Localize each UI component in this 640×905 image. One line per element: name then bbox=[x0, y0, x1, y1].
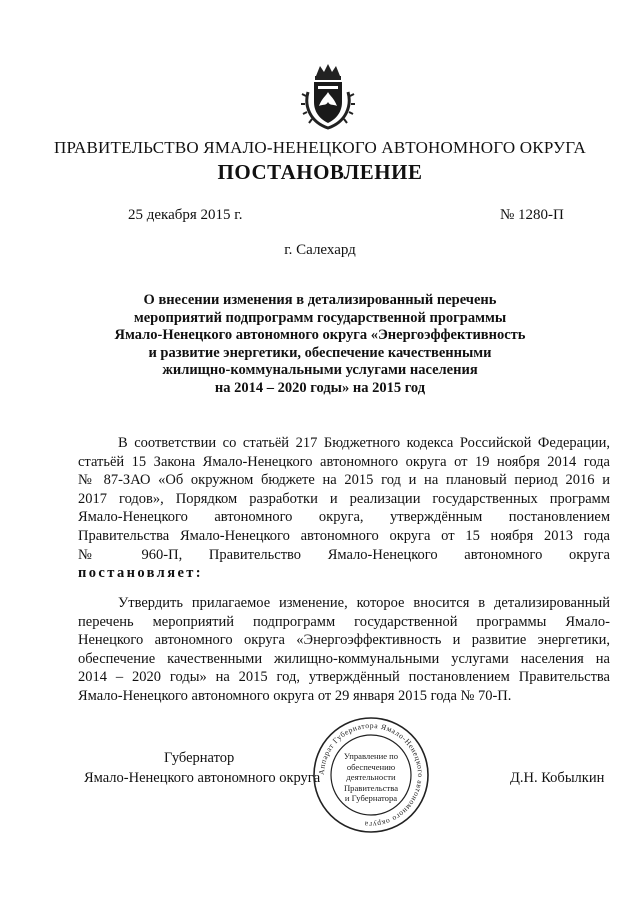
subject-line: на 2014 – 2020 годы» на 2015 год bbox=[214, 379, 426, 396]
seal-ring-text: Аппарат Губернатора Ямало-Ненецкого автономного округа bbox=[316, 720, 426, 830]
paragraph-line: № 87-ЗАО «Об окружном бюджете на 2015 год и на плановый период 2016 и bbox=[78, 472, 610, 489]
paragraph-line: Ямало-Ненецкого автономного округа, утверждённым постановлением bbox=[78, 509, 610, 526]
seal-line: Правительства bbox=[343, 782, 399, 793]
subject-line: и развитие энергетики, обеспечение качественными bbox=[148, 344, 492, 361]
paragraph-line: Ненецкого автономного округа «Энергоэффективность и развитие энергетики, bbox=[78, 632, 610, 649]
subject-line: жилищно-коммунальными услугами населения bbox=[162, 362, 478, 378]
subject-line: мероприятий подпрограмм государственной программы bbox=[133, 309, 507, 326]
seal-line: и Губернатора bbox=[344, 793, 398, 804]
coat-of-arms-icon bbox=[300, 62, 356, 132]
paragraph-line: Правительства Ямало-Ненецкого автономного округа от 15 ноября 2013 года bbox=[78, 527, 610, 544]
document-type: ПОСТАНОВЛЕНИЕ bbox=[217, 160, 423, 184]
paragraph-line: статьёй 15 Закона Ямало-Ненецкого автономного округа от 19 ноября 2014 года bbox=[78, 453, 610, 470]
subject-line: Ямало-Ненецкого автономного округа «Энергоэффективность bbox=[114, 327, 526, 343]
seal-inner-text bbox=[330, 751, 412, 804]
seal-line: деятельности bbox=[346, 772, 396, 783]
document-city: г. Салехард bbox=[284, 242, 356, 258]
paragraph-line: В соответствии со статьёй 217 Бюджетного кодекса Российской Федерации, bbox=[118, 435, 610, 451]
operative-paragraph bbox=[78, 594, 610, 706]
paragraph-line: 2014 – 2020 годы» на 2015 год, утверждённый постановлением Правительства bbox=[78, 669, 610, 686]
subject-line: О внесении изменения в детализированный перечень bbox=[143, 292, 497, 308]
paragraph-line: перечень мероприятий подпрограмм государственной программы Ямало- bbox=[78, 613, 610, 630]
paragraph-line: 2017 годов», Порядком разработки и реализации государственных программ bbox=[78, 490, 610, 507]
seal-line: Управление по bbox=[343, 751, 399, 761]
paragraph-line: № 960-П, Правительство Ямало-Ненецкого автономного округа bbox=[78, 546, 610, 563]
government-title: ПРАВИТЕЛЬСТВО ЯМАЛО-НЕНЕЦКОГО АВТОНОМНОГО ОКРУГА bbox=[54, 138, 586, 157]
resolves-word: постановляет: bbox=[78, 565, 204, 582]
document-subject bbox=[90, 292, 550, 397]
paragraph-line: обеспечение качественными жилищно-коммунальными услугами населения на bbox=[78, 650, 610, 667]
document-number: № 1280-П bbox=[500, 207, 564, 223]
signatory-title: Губернатор bbox=[164, 750, 235, 766]
preamble-paragraph bbox=[78, 434, 610, 583]
signatory-region: Ямало-Ненецкого автономного округа bbox=[84, 770, 321, 786]
document-date: 25 декабря 2015 г. bbox=[128, 207, 243, 223]
paragraph-line: Ямало-Ненецкого автономного округа от 29 января 2015 года № 70-П. bbox=[78, 687, 512, 704]
signatory-name: Д.Н. Кобылкин bbox=[510, 770, 605, 786]
paragraph-line: Утвердить прилагаемое изменение, которое вносится в детализированный bbox=[118, 595, 610, 611]
seal-line: обеспечению bbox=[346, 761, 396, 772]
